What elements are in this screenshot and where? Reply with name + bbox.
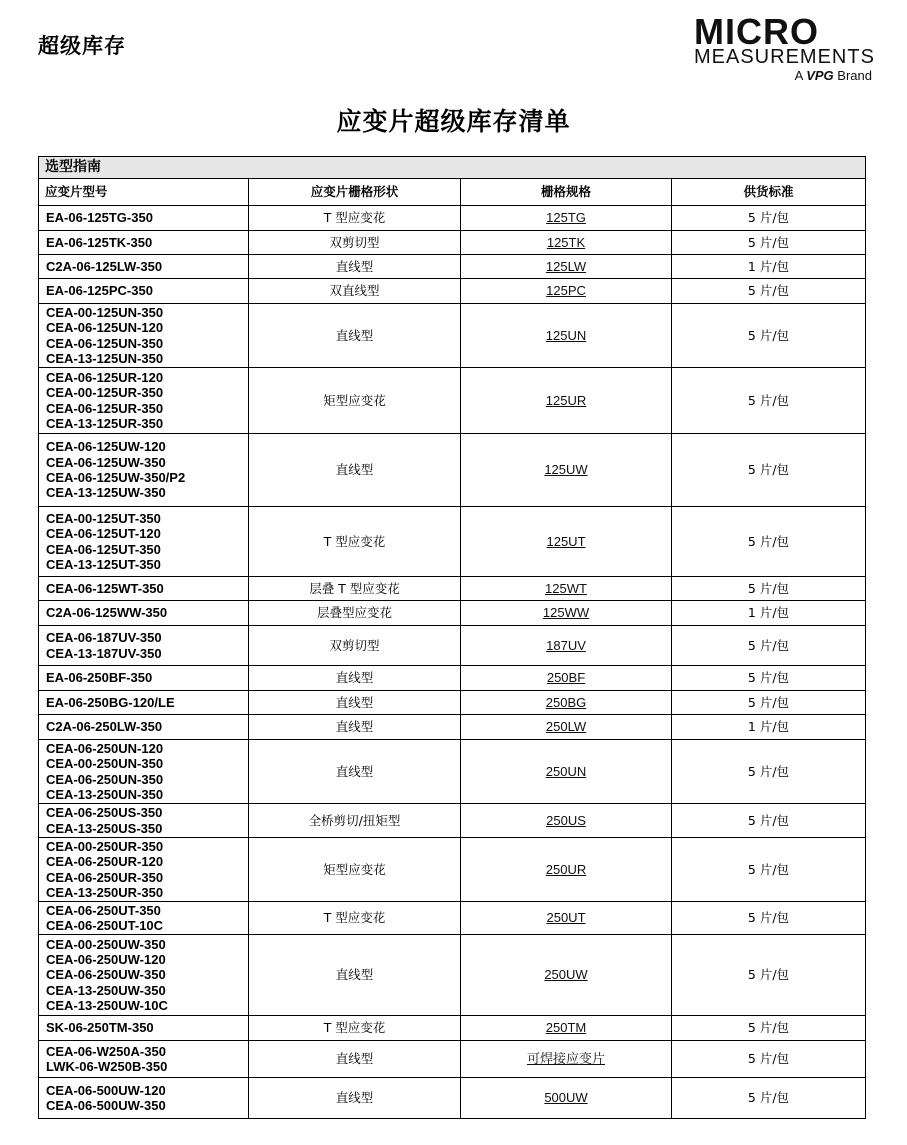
model-number: CEA-06-250US-350 xyxy=(46,805,163,821)
model-number: EA-06-125TK-350 xyxy=(46,234,153,250)
supply-cell: 1 片/包 xyxy=(672,715,866,740)
table-row xyxy=(39,691,866,715)
grid-cell xyxy=(461,902,672,935)
grid-cell xyxy=(461,666,672,691)
model-number: CEA-06-250UW-350 xyxy=(46,967,166,983)
model-cell xyxy=(39,368,249,434)
shape-cell: 矩型应变花 xyxy=(249,368,461,434)
model-cell xyxy=(39,804,249,838)
table-row xyxy=(39,804,866,838)
grid-spec-link[interactable]: 250BF xyxy=(546,670,586,686)
table-row xyxy=(39,434,866,507)
model-cell xyxy=(39,1041,249,1078)
table-row xyxy=(39,304,866,368)
model-cell xyxy=(39,666,249,691)
shape-cell: 直线型 xyxy=(249,434,461,507)
model-number: CEA-06-125UT-350 xyxy=(46,541,161,557)
model-number: CEA-06-250UR-350 xyxy=(46,869,164,885)
shape-cell: 层叠 T 型应变花 xyxy=(249,577,461,601)
model-number: CEA-00-250UR-350 xyxy=(46,838,164,854)
shape-cell: 直线型 xyxy=(249,1041,461,1078)
grid-cell xyxy=(461,279,672,304)
col-header-supply: 供货标准 xyxy=(672,179,866,206)
model-number: CEA-13-187UV-350 xyxy=(46,645,162,661)
grid-spec-link[interactable]: 125UW xyxy=(544,462,588,478)
table-row xyxy=(39,601,866,626)
section-title: 超级库存 xyxy=(38,34,126,58)
inventory-table xyxy=(38,156,866,1119)
model-cell xyxy=(39,231,249,255)
model-cell xyxy=(39,902,249,935)
model-cell xyxy=(39,279,249,304)
grid-cell xyxy=(461,231,672,255)
model-number: CEA-13-250UW-10C xyxy=(46,997,168,1013)
guide-label: 选型指南 xyxy=(39,157,866,179)
model-number: CEA-06-250UR-120 xyxy=(46,854,164,870)
model-cell xyxy=(39,507,249,577)
logo-line-1: MICRO xyxy=(694,11,819,52)
model-number: CEA-06-125UW-350/P2 xyxy=(46,470,186,485)
grid-cell xyxy=(461,740,672,804)
grid-cell xyxy=(461,1041,672,1078)
supply-cell: 5 片/包 xyxy=(672,304,866,368)
supply-cell: 5 片/包 xyxy=(672,368,866,434)
model-number: CEA-00-250UN-350 xyxy=(46,756,164,772)
model-number: CEA-06-187UV-350 xyxy=(46,630,162,646)
shape-cell: 全桥剪切/扭矩型 xyxy=(249,804,461,838)
model-number: CEA-06-125UN-350 xyxy=(46,335,164,351)
grid-spec-link[interactable]: 125UT xyxy=(546,533,586,549)
shape-cell: 直线型 xyxy=(249,304,461,368)
shape-cell: T 型应变花 xyxy=(249,902,461,935)
logo-line-2: MEASUREMENTS xyxy=(694,46,875,68)
grid-spec-link[interactable]: 可焊接应变片 xyxy=(526,1051,605,1067)
shape-cell: 双剪切型 xyxy=(249,626,461,666)
model-number: CEA-13-125UR-350 xyxy=(46,415,164,431)
grid-spec-link[interactable]: 250UT xyxy=(546,910,586,926)
model-cell xyxy=(39,434,249,507)
table-row xyxy=(39,279,866,304)
model-number: CEA-06-500UW-350 xyxy=(46,1098,166,1113)
model-number: SK-06-250TM-350 xyxy=(46,1020,154,1036)
grid-cell xyxy=(461,434,672,507)
model-cell xyxy=(39,626,249,666)
table-row xyxy=(39,626,866,666)
model-number: CEA-13-125UW-350 xyxy=(46,485,166,501)
model-cell xyxy=(39,715,249,740)
supply-cell: 5 片/包 xyxy=(672,279,866,304)
shape-cell: 双剪切型 xyxy=(249,231,461,255)
table-row xyxy=(39,368,866,434)
grid-spec-link[interactable]: 500UW xyxy=(544,1090,588,1106)
grid-cell xyxy=(461,626,672,666)
model-number: CEA-00-125UR-350 xyxy=(46,385,164,401)
shape-cell: 直线型 xyxy=(249,1078,461,1119)
supply-cell: 5 片/包 xyxy=(672,1016,866,1041)
supply-cell: 5 片/包 xyxy=(672,231,866,255)
table-row xyxy=(39,666,866,691)
shape-cell: 直线型 xyxy=(249,255,461,279)
supply-cell: 5 片/包 xyxy=(672,507,866,577)
supply-cell: 1 片/包 xyxy=(672,255,866,279)
grid-cell xyxy=(461,577,672,601)
grid-cell xyxy=(461,1016,672,1041)
table-body xyxy=(39,206,866,1119)
model-number: CEA-06-250UT-10C xyxy=(46,918,164,933)
model-number: CEA-06-125UW-350 xyxy=(46,454,166,470)
model-cell xyxy=(39,691,249,715)
supply-cell: 5 片/包 xyxy=(672,577,866,601)
table-row xyxy=(39,1016,866,1041)
grid-spec-link[interactable]: 250UR xyxy=(545,861,587,877)
model-number: CEA-13-250UR-350 xyxy=(46,884,164,900)
model-cell xyxy=(39,206,249,231)
grid-spec-link[interactable]: 125TK xyxy=(546,234,586,250)
grid-spec-link[interactable]: 250TM xyxy=(545,1020,587,1036)
grid-cell xyxy=(461,715,672,740)
shape-cell: 层叠型应变花 xyxy=(249,601,461,626)
model-number: CEA-06-125UN-120 xyxy=(46,320,164,336)
model-number: CEA-00-250UW-350 xyxy=(46,936,166,952)
model-number: CEA-06-125UT-120 xyxy=(46,526,161,542)
shape-cell: T 型应变花 xyxy=(249,206,461,231)
model-cell xyxy=(39,577,249,601)
model-number: EA-06-125TG-350 xyxy=(46,210,153,226)
grid-spec-link[interactable]: 125LW xyxy=(545,258,587,274)
grid-spec-link[interactable]: 250UN xyxy=(545,763,587,779)
supply-cell: 5 片/包 xyxy=(672,1041,866,1078)
supply-cell: 5 片/包 xyxy=(672,626,866,666)
model-number: CEA-13-250UN-350 xyxy=(46,786,164,802)
model-number: EA-06-125PC-350 xyxy=(46,283,153,299)
shape-cell: 直线型 xyxy=(249,691,461,715)
supply-cell: 5 片/包 xyxy=(672,206,866,231)
model-cell xyxy=(39,1016,249,1041)
grid-cell xyxy=(461,935,672,1016)
model-number: C2A-06-250LW-350 xyxy=(46,719,163,735)
grid-cell xyxy=(461,838,672,902)
guide-row xyxy=(39,157,866,179)
grid-cell xyxy=(461,601,672,626)
supply-cell: 5 片/包 xyxy=(672,838,866,902)
grid-spec-link[interactable]: 250LW xyxy=(545,719,587,735)
shape-cell: T 型应变花 xyxy=(249,1016,461,1041)
table-row xyxy=(39,715,866,740)
table-row xyxy=(39,902,866,935)
col-header-shape: 应变片栅格形状 xyxy=(249,179,461,206)
model-number: CEA-13-250US-350 xyxy=(46,820,163,836)
table-row xyxy=(39,255,866,279)
grid-spec-link[interactable]: 125WT xyxy=(545,580,587,596)
header-row xyxy=(39,179,866,206)
model-number: CEA-06-250UN-120 xyxy=(46,740,164,756)
grid-cell xyxy=(461,691,672,715)
grid-cell xyxy=(461,804,672,838)
supply-cell: 5 片/包 xyxy=(672,804,866,838)
grid-cell xyxy=(461,368,672,434)
supply-cell: 5 片/包 xyxy=(672,666,866,691)
model-cell xyxy=(39,255,249,279)
table-row xyxy=(39,740,866,804)
table-row xyxy=(39,935,866,1016)
model-number: LWK-06-W250B-350 xyxy=(46,1059,168,1074)
supply-cell: 1 片/包 xyxy=(672,601,866,626)
model-number: CEA-06-250UW-120 xyxy=(46,952,166,968)
shape-cell: 直线型 xyxy=(249,715,461,740)
grid-cell xyxy=(461,507,672,577)
model-number: CEA-06-250UN-350 xyxy=(46,771,164,787)
grid-spec-link[interactable]: 250BG xyxy=(545,694,587,710)
model-cell xyxy=(39,1078,249,1119)
table-row xyxy=(39,206,866,231)
table-row xyxy=(39,1041,866,1078)
model-number: C2A-06-125WW-350 xyxy=(46,605,168,621)
model-cell xyxy=(39,304,249,368)
grid-spec-link[interactable]: 187UV xyxy=(546,637,586,653)
model-number: EA-06-250BG-120/LE xyxy=(46,694,175,710)
model-number: CEA-06-250UT-350 xyxy=(46,902,161,918)
grid-cell xyxy=(461,304,672,368)
table-row xyxy=(39,1078,866,1119)
logo-line-3 xyxy=(795,68,872,84)
supply-cell: 5 片/包 xyxy=(672,691,866,715)
shape-cell: 双直线型 xyxy=(249,279,461,304)
supply-cell: 5 片/包 xyxy=(672,740,866,804)
table-row xyxy=(39,838,866,902)
supply-cell: 5 片/包 xyxy=(672,935,866,1016)
shape-cell: 直线型 xyxy=(249,935,461,1016)
model-cell xyxy=(39,601,249,626)
col-header-grid: 栅格规格 xyxy=(461,179,672,206)
grid-spec-link[interactable]: 250UW xyxy=(544,967,588,983)
model-cell xyxy=(39,838,249,902)
model-number: C2A-06-125LW-350 xyxy=(46,258,163,274)
shape-cell: 直线型 xyxy=(249,666,461,691)
model-number: EA-06-250BF-350 xyxy=(46,670,153,686)
model-cell xyxy=(39,935,249,1016)
supply-cell: 5 片/包 xyxy=(672,1078,866,1119)
grid-spec-link[interactable]: 250US xyxy=(546,812,586,828)
logo-prefix: A xyxy=(794,68,803,83)
supply-cell: 5 片/包 xyxy=(672,902,866,935)
shape-cell: 直线型 xyxy=(249,740,461,804)
model-number: CEA-13-250UW-350 xyxy=(46,982,166,998)
model-number: CEA-00-125UN-350 xyxy=(46,304,164,320)
document-title: 应变片超级库存清单 xyxy=(336,107,571,136)
grid-cell xyxy=(461,1078,672,1119)
model-number: CEA-06-125WT-350 xyxy=(46,580,164,596)
model-number: CEA-06-500UW-120 xyxy=(46,1082,166,1098)
model-number: CEA-06-125UW-120 xyxy=(46,439,166,455)
grid-cell xyxy=(461,255,672,279)
grid-spec-link[interactable]: 125PC xyxy=(546,283,586,299)
supply-cell: 5 片/包 xyxy=(672,434,866,507)
shape-cell: T 型应变花 xyxy=(249,507,461,577)
table-row xyxy=(39,507,866,577)
logo-brand: VPG xyxy=(806,68,834,83)
col-header-model: 应变片型号 xyxy=(39,179,249,206)
model-number: CEA-13-125UT-350 xyxy=(46,556,161,572)
table-row xyxy=(39,231,866,255)
model-number: CEA-13-125UN-350 xyxy=(46,350,164,366)
model-number: CEA-00-125UT-350 xyxy=(46,510,161,526)
grid-spec-link[interactable]: 125WW xyxy=(542,605,590,621)
grid-spec-link[interactable]: 125UR xyxy=(545,392,587,408)
model-number: CEA-06-W250A-350 xyxy=(46,1043,166,1059)
micro-measurements-logo xyxy=(694,12,878,88)
model-cell xyxy=(39,740,249,804)
table-row xyxy=(39,577,866,601)
model-number: CEA-06-125UR-120 xyxy=(46,369,164,385)
shape-cell: 矩型应变花 xyxy=(249,838,461,902)
model-number: CEA-06-125UR-350 xyxy=(46,400,164,416)
grid-spec-link[interactable]: 125TG xyxy=(546,210,586,226)
logo-suffix: Brand xyxy=(837,68,872,83)
grid-spec-link[interactable]: 125UN xyxy=(545,327,587,343)
grid-cell xyxy=(461,206,672,231)
